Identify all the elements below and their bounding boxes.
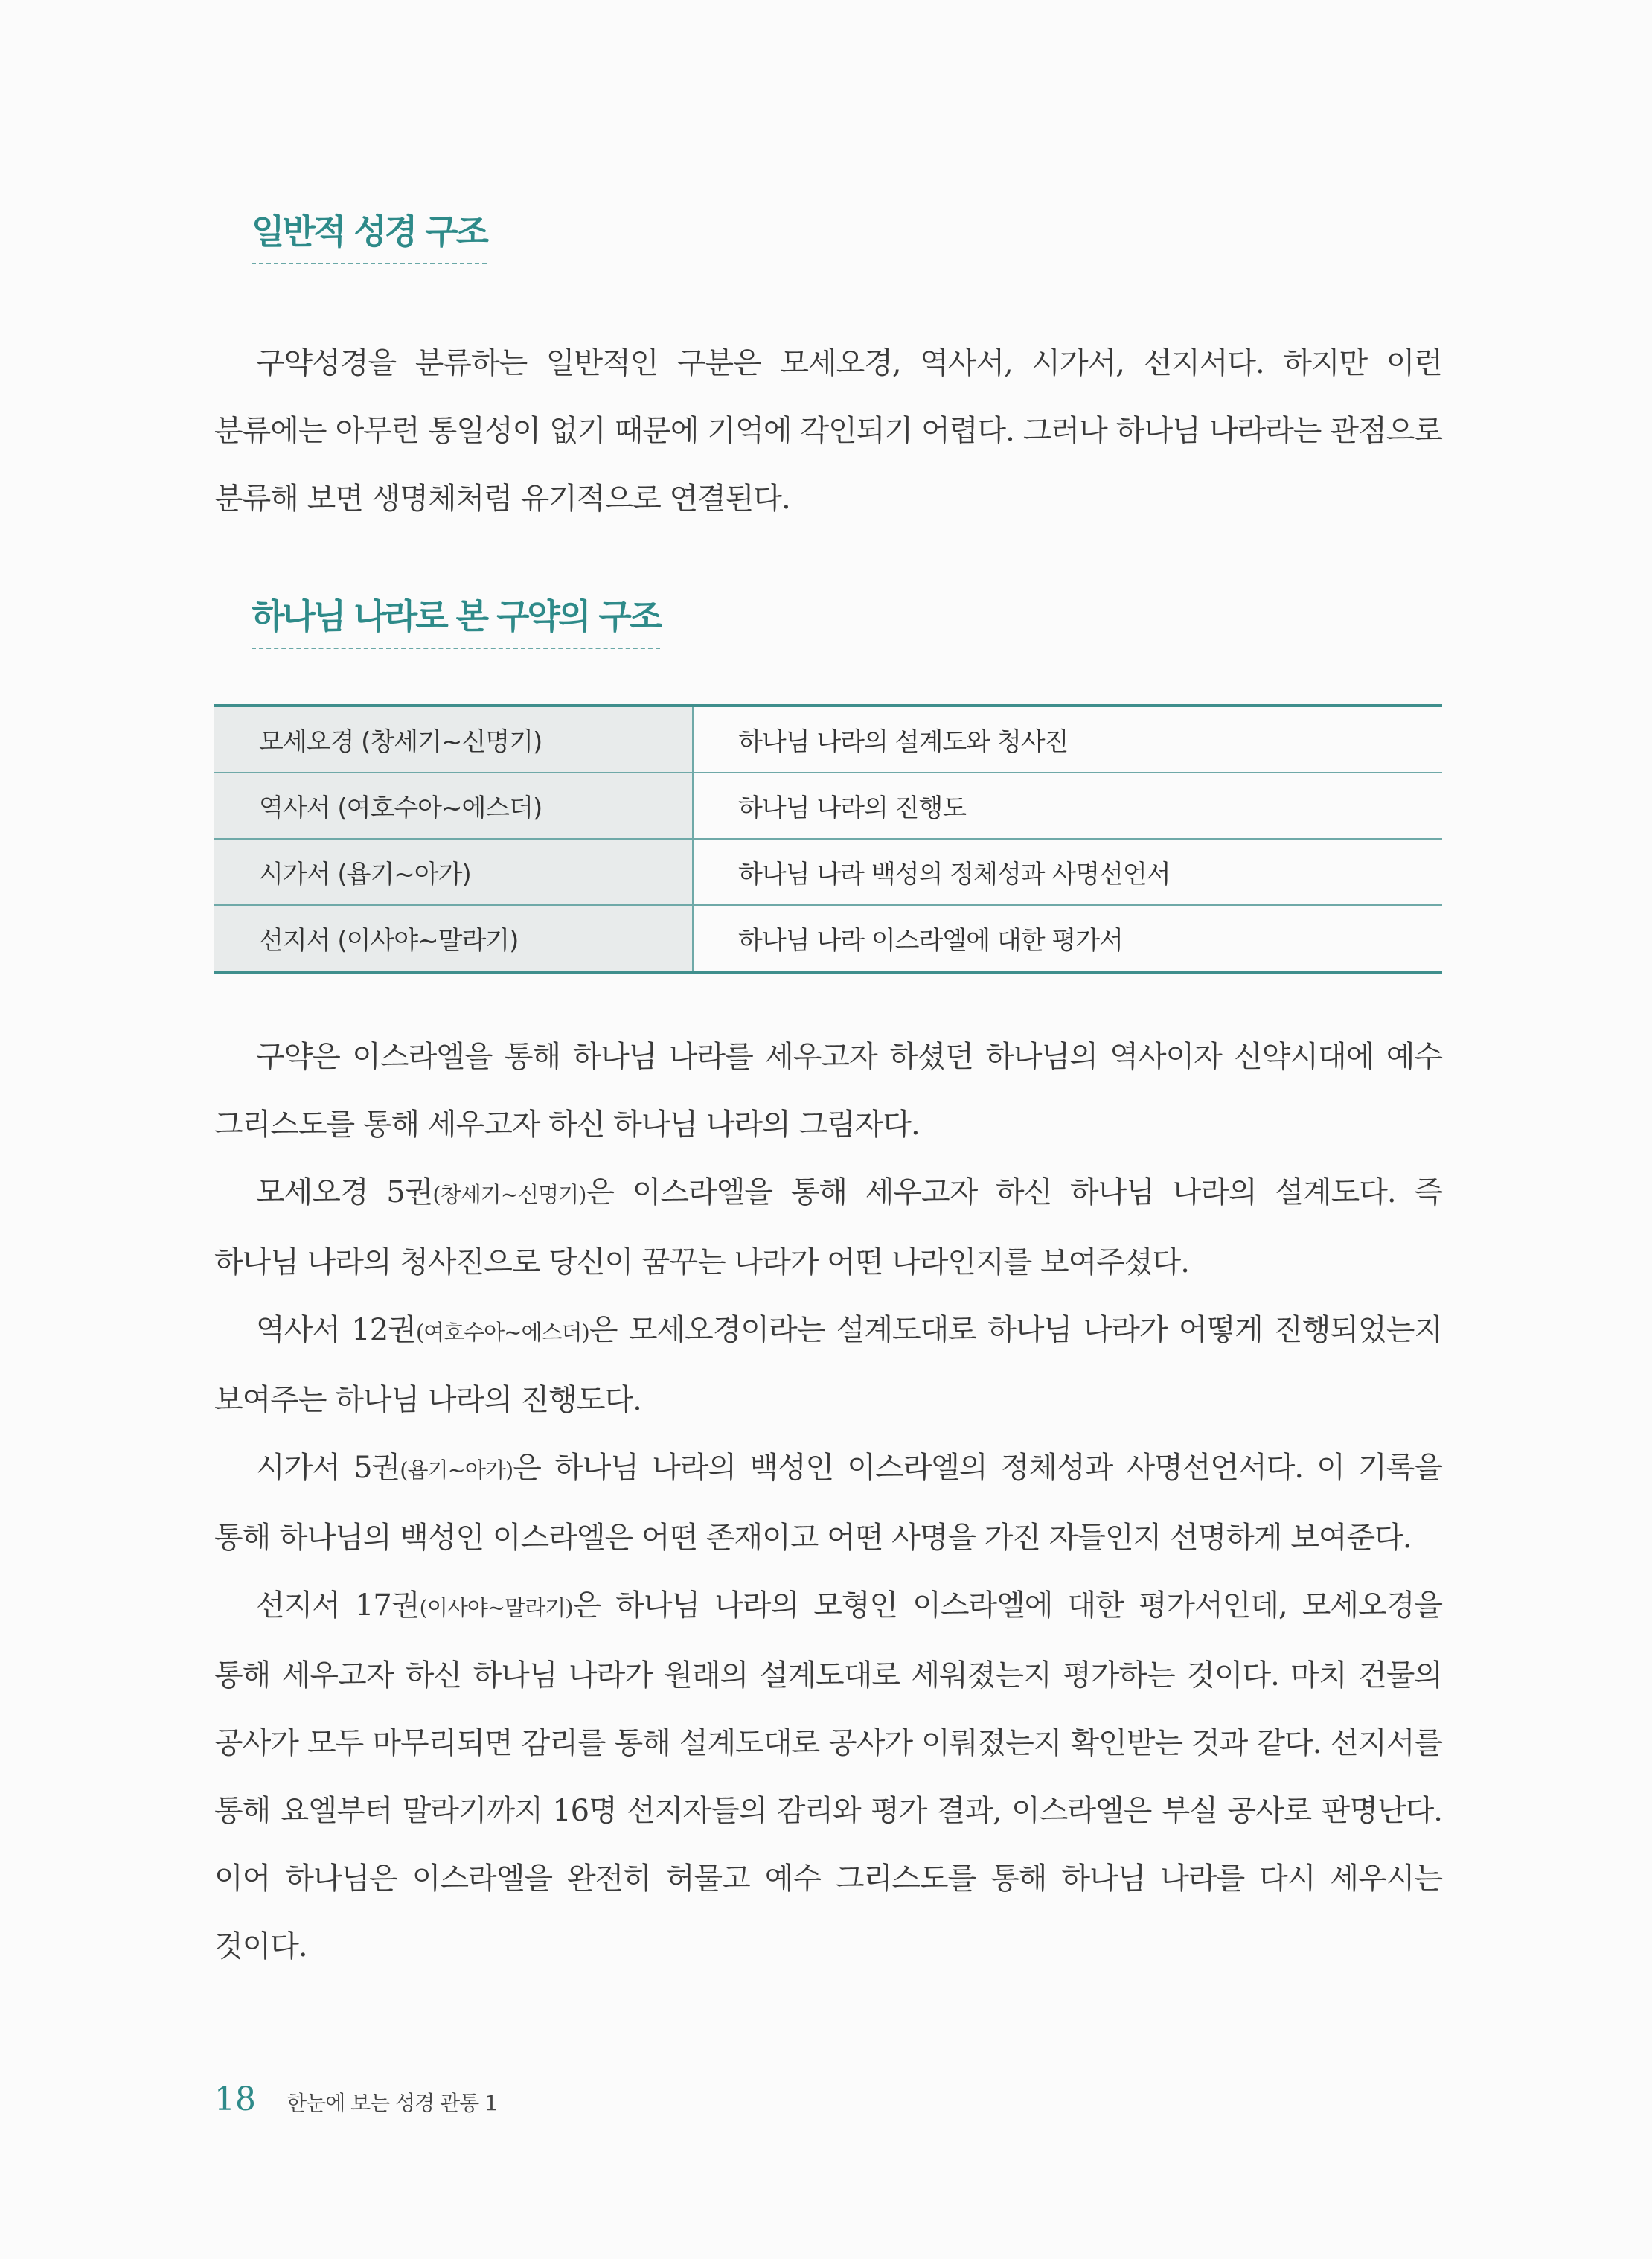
book-category-cell: 시가서 (욥기~아가) xyxy=(214,839,693,905)
page-footer xyxy=(214,2080,497,2118)
body-paragraph: 구약은 이스라엘을 통해 하나님 나라를 세우고자 하셨던 하나님의 역사이자 신약시대에 예수 그리스도를 통해 세우고자 하신 하나님 나라의 그림자다. xyxy=(214,1040,1442,1142)
kingdom-meaning-cell: 하나님 나라의 설계도와 청사진 xyxy=(693,706,1442,773)
body-paragraph xyxy=(214,1297,1442,1434)
kingdom-meaning-cell: 하나님 나라 이스라엘에 대한 평가서 xyxy=(738,926,1123,956)
body-paragraph xyxy=(214,1159,1442,1297)
paragraph-text: 은 하나님 나라의 백성인 이스라엘의 정체성과 사명선언서다. 이 기록을 통해 하나님의 백성인 이스라엘은 어떤 존재이고 어떤 사명을 가진 자들인지 선명하게 보여준다. xyxy=(214,1451,1442,1555)
table-row xyxy=(214,706,1442,773)
kingdom-meaning-cell: 하나님 나라의 진행도 xyxy=(693,773,1442,839)
book-range-note: (욥기~아가) xyxy=(400,1457,513,1483)
intro-paragraph: 구약성경을 분류하는 일반적인 구분은 모세오경, 역사서, 시가서, 선지서다. 하지만 이런 분류에는 아무런 통일성이 없기 때문에 기억에 각인되기 어렵다. 그러나 하나님 나라라는 관점으로 분류해 보면 생명체처럼 유기적으로 연결된다. xyxy=(214,346,1442,516)
body-paragraph xyxy=(214,1434,1442,1572)
kingdom-meaning-cell: 하나님 나라 백성의 정체성과 사명선언서 xyxy=(693,839,1442,905)
book-category-cell: 모세오경 (창세기~신명기) xyxy=(214,706,693,773)
paragraph-text: 은 이스라엘을 통해 세우고자 하신 하나님 나라의 설계도다. 즉 하나님 나라의 청사진으로 당신이 꿈꾸는 나라가 어떤 나라인지를 보여주셨다. xyxy=(214,1175,1442,1279)
page-number: 18 xyxy=(214,2080,256,2118)
book-category-cell: 선지서 (이사야~말라기) xyxy=(214,905,693,972)
paragraph-text: 은 모세오경이라는 설계도대로 하나님 나라가 어떻게 진행되었는지 보여주는 하나님 나라의 진행도다. xyxy=(214,1313,1442,1417)
book-range-note: (창세기~신명기) xyxy=(432,1182,586,1207)
body-text xyxy=(214,1023,1442,1981)
book-group-label: 시가서 5권 xyxy=(256,1451,400,1485)
book-group-label: 역사서 12권 xyxy=(256,1313,416,1347)
running-book-title: 한눈에 보는 성경 관통 1 xyxy=(286,2091,497,2115)
table-row xyxy=(214,839,1442,905)
book-range-note: (여호수아~에스더) xyxy=(415,1320,589,1345)
table-row xyxy=(214,773,1442,839)
book-category-cell: 역사서 (여호수아~에스더) xyxy=(214,773,693,839)
book-group-label: 모세오경 5권 xyxy=(256,1175,433,1210)
book-range-note: (이사야~말라기) xyxy=(419,1595,573,1620)
section-heading-general-structure: 일반적 성경 구조 xyxy=(252,205,487,264)
table-row xyxy=(214,905,1442,972)
body-paragraph xyxy=(214,1572,1442,1981)
book-group-label: 선지서 17권 xyxy=(256,1588,420,1623)
paragraph-text: 은 하나님 나라의 모형인 이스라엘에 대한 평가서인데, 모세오경을 통해 세우고자 하신 하나님 나라가 원래의 설계도대로 세워졌는지 평가하는 것이다. 마치 건물의 공사가 모두 마무리되면 감리를 통해 설계도대로 공사가 이뤄졌는지 확인받는 것과 같다. 선지서를 통해 요엘부터 말라기까지 16명 선지자들의 감리와 평가 결과, 이스라엘은 부실 공사로 판명난다. 이어 하나님은 이스라엘을 완전히 허물고 예수 그리스도를 통해 하나님 나라를 다시 세우시는 것이다. xyxy=(214,1588,1442,1964)
section-heading-kingdom-structure: 하나님 나라로 본 구약의 구조 xyxy=(252,589,660,649)
old-testament-structure-table xyxy=(214,704,1442,974)
